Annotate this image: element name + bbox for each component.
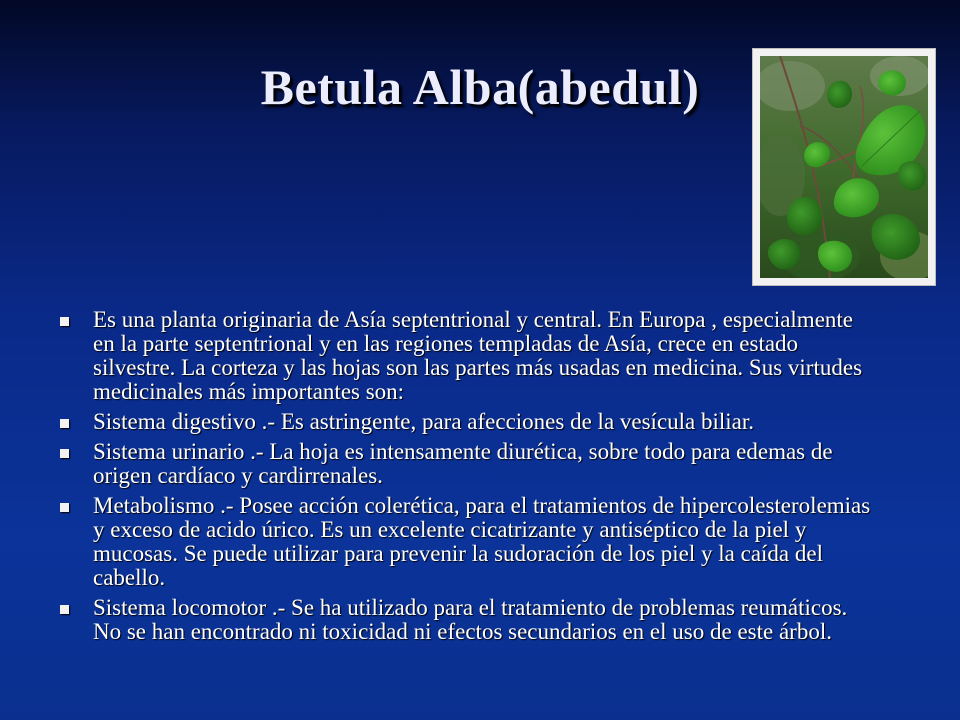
bullet-text: Es una planta originaria de Asía septentrional y central. En Europa , especialmente en la parte septentrional y en las regiones templadas de Asía, crece en estado silvestre. La corteza y las hojas son las partes más usadas en medicina. Sus virtudes medicinales más importantes son: — [93, 307, 863, 404]
square-bullet-icon — [60, 449, 69, 458]
slide-title: Betula Alba(abedul) — [260, 59, 700, 115]
bullet-text: Sistema digestivo .- Es astringente, para afecciones de la vesícula biliar. — [93, 409, 755, 434]
bullet-text: Sistema locomotor .- Se ha utilizado para el tratamiento de problemas reumáticos. No se han encontrado ni toxicidad ni efectos secundarios en el uso de este árbol. — [93, 595, 848, 644]
square-bullet-icon — [60, 503, 69, 512]
bullet-text: Sistema urinario .- La hoja es intensamente diurética, sobre todo para edemas de origen cardíaco y cardirrenales. — [93, 439, 833, 488]
list-item — [60, 596, 880, 644]
square-bullet-icon — [60, 419, 69, 428]
birch-photo-frame — [752, 48, 936, 286]
list-item — [60, 440, 880, 488]
birch-leaves-photo-icon — [760, 56, 928, 278]
list-item — [60, 494, 880, 590]
bullet-list — [60, 308, 880, 650]
square-bullet-icon — [60, 605, 69, 614]
square-bullet-icon — [60, 317, 69, 326]
list-item — [60, 308, 880, 404]
bullet-text: Metabolismo .- Posee acción colerética, para el tratamientos de hipercolesterolemias y exceso de acido úrico. Es un excelente cicatrizante y antiséptico de la piel y mucosas. Se puede utilizar para prevenir la sudoración de los piel y la caída del cabello. — [93, 493, 871, 590]
list-item — [60, 410, 880, 434]
